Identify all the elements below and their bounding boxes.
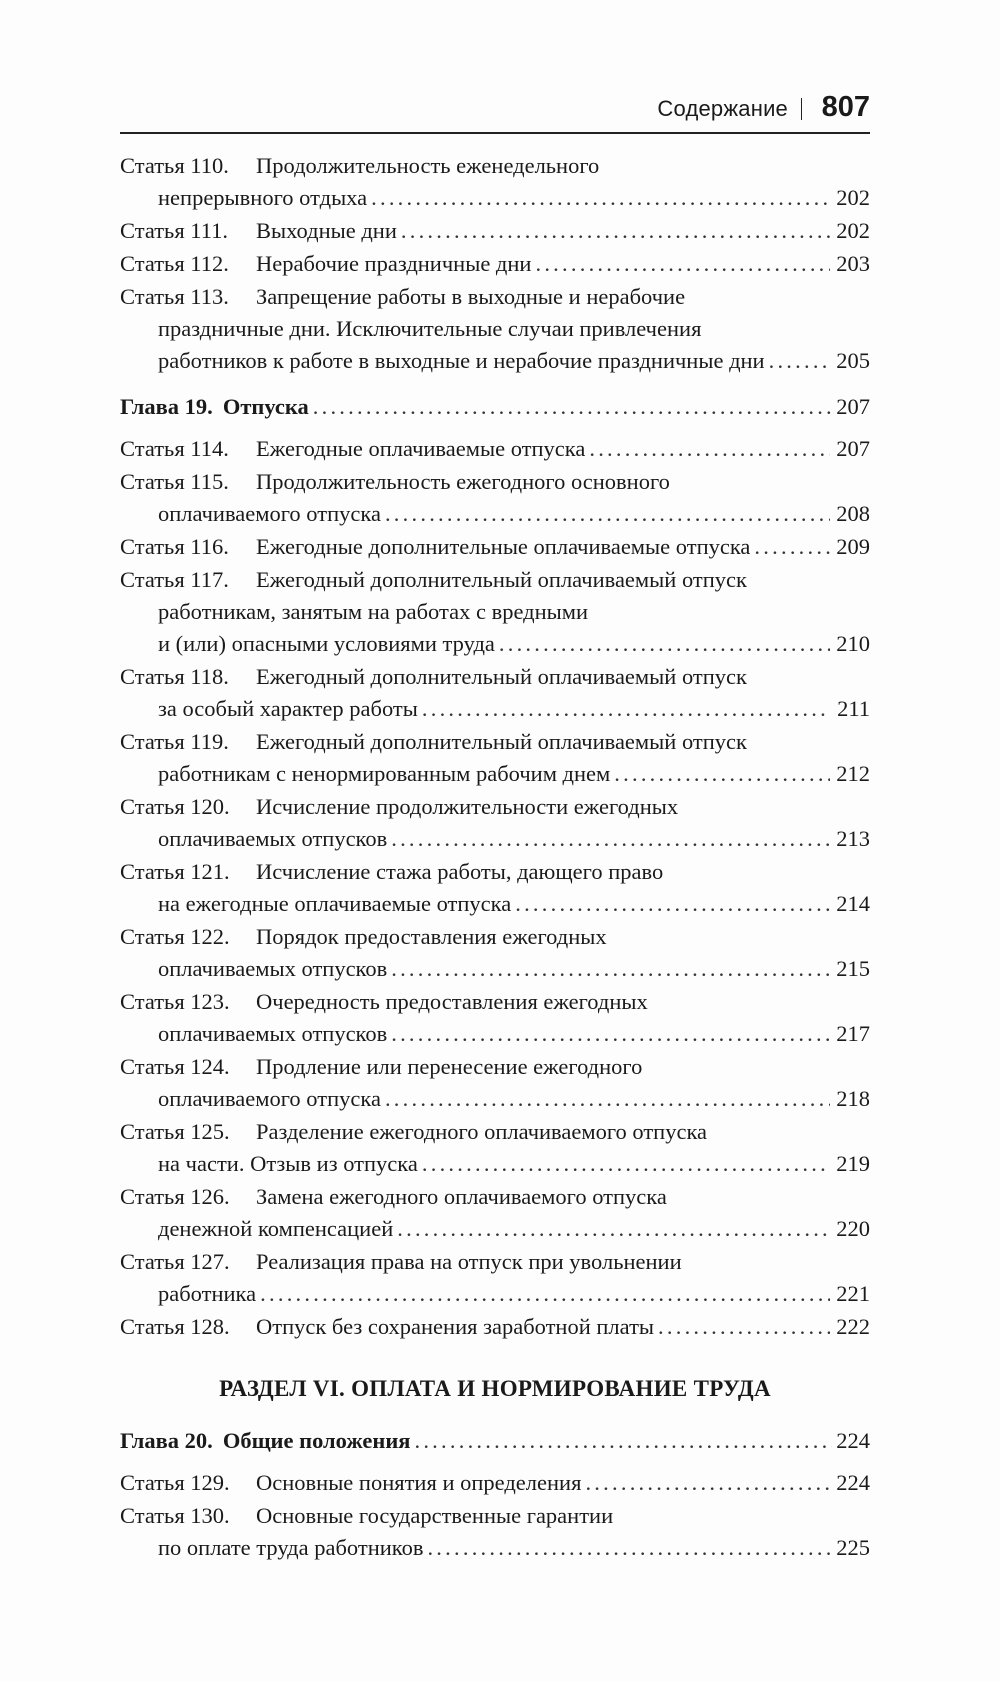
dot-leader	[614, 758, 830, 790]
entry-title-line: Основные понятия и определения	[256, 1470, 582, 1495]
entry-title-line: Замена ежегодного оплачиваемого отпуска	[256, 1184, 667, 1209]
page-ref: 225	[836, 1535, 870, 1560]
table-of-contents	[120, 150, 870, 1565]
page-ref: 213	[836, 826, 870, 851]
entry-title-line: Ежегодный дополнительный оплачиваемый отпуск	[256, 567, 747, 592]
page-ref: 221	[836, 1281, 870, 1306]
entry-title-line: на ежегодные оплачиваемые отпуска	[158, 891, 512, 916]
article-label: Статья 127.	[120, 1249, 230, 1274]
dot-leader	[515, 888, 830, 920]
running-header	[120, 88, 870, 134]
dot-leader	[589, 433, 830, 465]
entry-title-line: Ежегодные оплачиваемые отпуска	[256, 436, 586, 461]
article-label: Статья 110.	[120, 153, 229, 178]
article-label: Статья 119.	[120, 729, 229, 754]
page-ref: 209	[836, 534, 870, 559]
dot-leader	[313, 391, 833, 423]
toc-entry-article-117[interactable]	[120, 564, 870, 660]
dot-leader	[397, 1213, 830, 1245]
entry-title-line: по оплате труда работников	[158, 1535, 424, 1560]
page-ref: 222	[836, 1314, 870, 1339]
toc-entry-article-112[interactable]	[120, 248, 870, 280]
toc-entry-article-110[interactable]	[120, 150, 870, 214]
entry-title-line: оплачиваемого отпуска	[158, 1086, 381, 1111]
page-ref: 212	[836, 761, 870, 786]
page-ref: 207	[836, 436, 870, 461]
entry-title-line: Очередность предоставления ежегодных	[256, 989, 648, 1014]
article-label: Статья 121.	[120, 859, 230, 884]
entry-title-line: Продолжительность ежегодного основного	[256, 469, 670, 494]
entry-title-line: Исчисление продолжительности ежегодных	[256, 794, 679, 819]
entry-title-line: оплачиваемых отпусков	[158, 1021, 388, 1046]
dot-leader	[371, 182, 830, 214]
header-separator	[801, 98, 802, 120]
chapter-label: Глава 20.	[120, 1428, 213, 1453]
article-label: Статья 112.	[120, 251, 229, 276]
toc-entry-article-116[interactable]	[120, 531, 870, 563]
dot-leader	[414, 1425, 832, 1457]
article-label: Статья 129.	[120, 1470, 230, 1495]
toc-entry-article-125[interactable]	[120, 1116, 870, 1180]
running-header-section: Содержание	[657, 96, 788, 121]
entry-title-line: работников к работе в выходные и нерабочие праздничные дни	[158, 348, 765, 373]
dot-leader	[391, 953, 830, 985]
page-ref: 211	[837, 696, 870, 721]
toc-entry-article-119[interactable]	[120, 726, 870, 790]
toc-entry-article-123[interactable]	[120, 986, 870, 1050]
dot-leader	[754, 531, 830, 563]
entry-title-line: работникам с ненормированным рабочим днем	[158, 761, 611, 786]
entry-title-line: Ежегодный дополнительный оплачиваемый отпуск	[256, 664, 747, 689]
page-ref: 215	[836, 956, 870, 981]
toc-entry-article-120[interactable]	[120, 791, 870, 855]
entry-title-line: Нерабочие праздничные дни	[256, 251, 532, 276]
toc-entry-article-115[interactable]	[120, 466, 870, 530]
article-label: Статья 116.	[120, 534, 229, 559]
toc-entry-article-122[interactable]	[120, 921, 870, 985]
entry-title-line: Исчисление стажа работы, дающего право	[256, 859, 664, 884]
toc-entry-article-114[interactable]	[120, 433, 870, 465]
entry-title-line: оплачиваемых отпусков	[158, 826, 388, 851]
page-number: 807	[821, 91, 870, 123]
page-ref: 224	[836, 1428, 870, 1453]
entry-title-line: Разделение ежегодного оплачиваемого отпуска	[256, 1119, 708, 1144]
entry-title-line: работникам, занятым на работах с вредными	[158, 599, 589, 624]
entry-title-line: и (или) опасными условиями труда	[158, 631, 495, 656]
article-label: Статья 126.	[120, 1184, 230, 1209]
dot-leader	[391, 1018, 830, 1050]
article-label: Статья 113.	[120, 284, 229, 309]
dot-leader	[391, 823, 830, 855]
entry-title-line: Ежегодные дополнительные оплачиваемые отпуска	[256, 534, 751, 559]
entry-title-line: Ежегодный дополнительный оплачиваемый отпуск	[256, 729, 747, 754]
page-ref: 207	[836, 394, 870, 419]
entry-title-line: оплачиваемого отпуска	[158, 501, 381, 526]
dot-leader	[385, 498, 830, 530]
toc-entry-article-126[interactable]	[120, 1181, 870, 1245]
entry-title-line: за особый характер работы	[158, 696, 418, 721]
page-ref: 224	[836, 1470, 870, 1495]
entry-title-line: Реализация права на отпуск при увольнении	[256, 1249, 682, 1274]
article-label: Статья 123.	[120, 989, 230, 1014]
dot-leader	[585, 1467, 830, 1499]
dot-leader	[385, 1083, 830, 1115]
article-label: Статья 128.	[120, 1314, 230, 1339]
entry-title-line: работника	[158, 1281, 257, 1306]
chapter-label: Глава 19.	[120, 394, 213, 419]
dot-leader	[422, 693, 830, 725]
toc-entry-article-113[interactable]	[120, 281, 870, 377]
page-ref: 218	[836, 1086, 870, 1111]
toc-entry-article-111[interactable]	[120, 215, 870, 247]
chapter-title: Отпуска	[222, 394, 309, 419]
page-ref: 219	[836, 1151, 870, 1176]
toc-entry-article-129[interactable]	[120, 1467, 870, 1499]
article-label: Статья 111.	[120, 218, 228, 243]
page-ref: 203	[836, 251, 870, 276]
entry-title-line: Отпуск без сохранения заработной платы	[256, 1314, 655, 1339]
entry-title-line: на части. Отзыв из отпуска	[158, 1151, 418, 1176]
dot-leader	[260, 1278, 830, 1310]
chapter-title: Общие положения	[222, 1428, 411, 1453]
toc-entry-article-121[interactable]	[120, 856, 870, 920]
page-ref: 202	[836, 218, 870, 243]
toc-entry-article-128[interactable]	[120, 1311, 870, 1343]
article-label: Статья 120.	[120, 794, 230, 819]
dot-leader	[769, 345, 830, 377]
toc-entry-article-118[interactable]	[120, 661, 870, 725]
entry-title-line: Продление или перенесение ежегодного	[256, 1054, 643, 1079]
article-label: Статья 114.	[120, 436, 229, 461]
entry-title-line: денежной компенсацией	[158, 1216, 394, 1241]
dot-leader	[535, 248, 830, 280]
dot-leader	[422, 1148, 830, 1180]
entry-title-line: Запрещение работы в выходные и нерабочие	[256, 284, 686, 309]
dot-leader	[401, 215, 830, 247]
toc-entry-article-127[interactable]	[120, 1246, 870, 1310]
toc-chapter-19[interactable]	[120, 391, 870, 423]
article-label: Статья 122.	[120, 924, 230, 949]
dot-leader	[427, 1532, 830, 1564]
dot-leader	[658, 1311, 830, 1343]
article-label: Статья 125.	[120, 1119, 230, 1144]
dot-leader	[499, 628, 830, 660]
page-ref: 220	[836, 1216, 870, 1241]
entry-title-line: Основные государственные гарантии	[256, 1503, 614, 1528]
entry-title-line: Продолжительность еженедельного	[256, 153, 600, 178]
toc-chapter-20[interactable]	[120, 1425, 870, 1457]
article-label: Статья 115.	[120, 469, 229, 494]
toc-section-6[interactable]: РАЗДЕЛ VI. ОПЛАТА И НОРМИРОВАНИЕ ТРУДА	[219, 1376, 771, 1401]
page-ref: 205	[836, 348, 870, 373]
article-label: Статья 124.	[120, 1054, 230, 1079]
toc-entry-article-130[interactable]	[120, 1500, 870, 1564]
article-label: Статья 118.	[120, 664, 229, 689]
page-ref: 217	[836, 1021, 870, 1046]
article-label: Статья 130.	[120, 1503, 230, 1528]
entry-title-line: непрерывного отдыха	[158, 185, 368, 210]
entry-title-line: Порядок предоставления ежегодных	[256, 924, 607, 949]
entry-title-line: праздничные дни. Исключительные случаи привлечения	[158, 316, 702, 341]
entry-title-line: оплачиваемых отпусков	[158, 956, 388, 981]
entry-title-line: Выходные дни	[256, 218, 397, 243]
article-label: Статья 117.	[120, 567, 229, 592]
page-ref: 208	[836, 501, 870, 526]
page-ref: 210	[836, 631, 870, 656]
page-ref: 214	[836, 891, 870, 916]
toc-entry-article-124[interactable]	[120, 1051, 870, 1115]
page-ref: 202	[836, 185, 870, 210]
